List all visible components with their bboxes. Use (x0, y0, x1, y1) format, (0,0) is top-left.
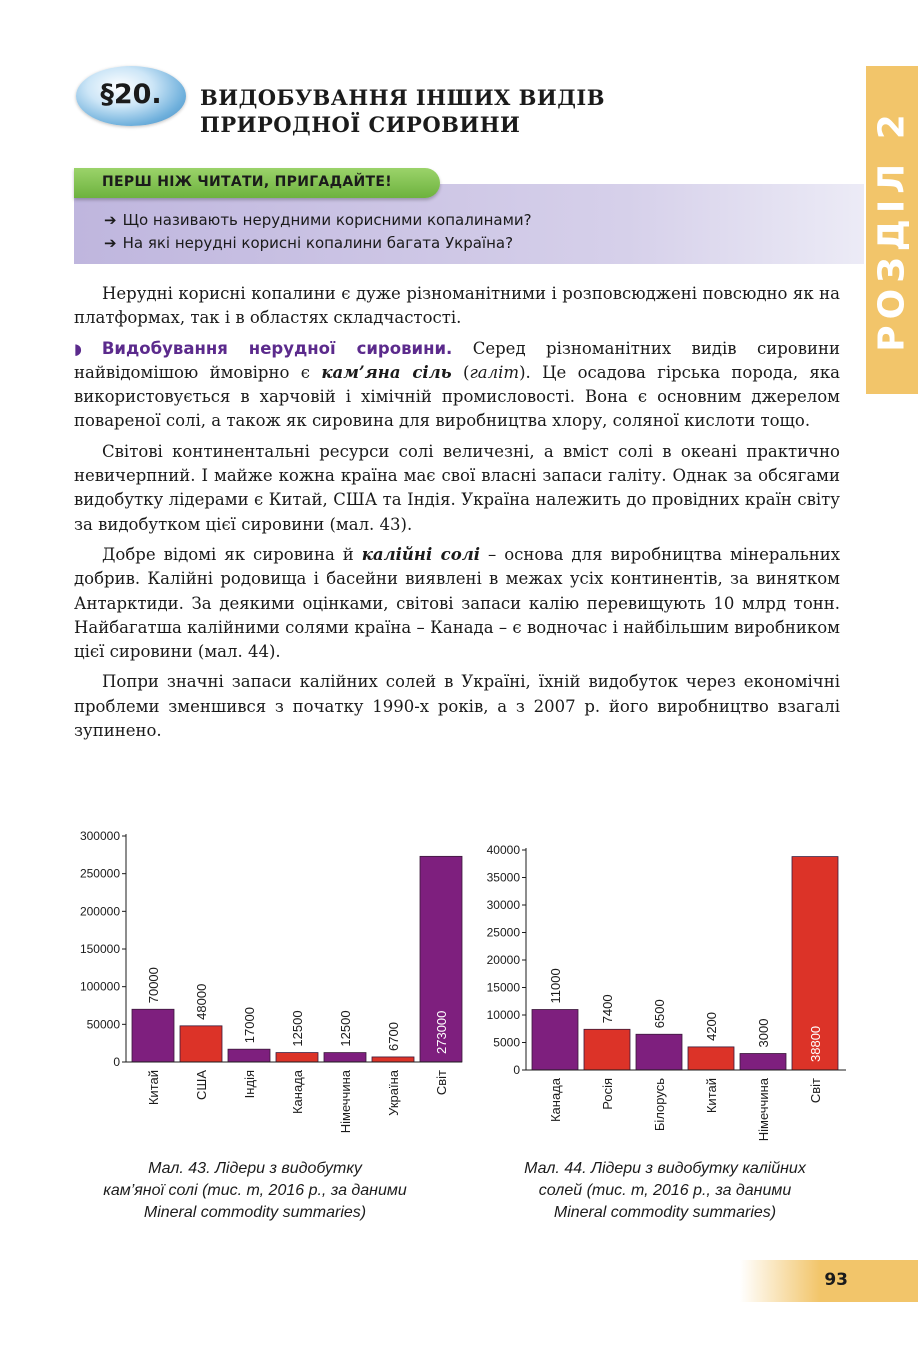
term-potash: калійні солі (361, 544, 481, 564)
data-label: 273000 (434, 1010, 449, 1054)
section-marker-icon: ◗ (74, 339, 102, 358)
category-label: Індія (242, 1070, 257, 1099)
title-line-2: ПРИРОДНОЇ СИРОВИНИ (200, 112, 521, 137)
data-label: 6700 (386, 1022, 401, 1051)
data-label: 11000 (548, 968, 563, 1004)
bar (180, 1026, 222, 1062)
paragraph-number: §20. (100, 79, 162, 110)
bar (276, 1053, 318, 1062)
bar (636, 1034, 682, 1070)
chart-potash (480, 840, 860, 1150)
arrow-right-icon: ➔ (104, 211, 117, 229)
data-label: 4200 (704, 1011, 719, 1041)
data-label: 12500 (290, 1010, 305, 1047)
y-tick-label: 10000 (486, 1008, 520, 1022)
recall-banner (74, 168, 440, 198)
caption-line: Мал. 43. Лідери з видобутку (148, 1160, 362, 1177)
recall-question-text: На які нерудні корисні копалини багата Україна? (122, 234, 514, 252)
section-tab-label: РОЗДІЛ 2 (871, 108, 913, 352)
y-tick-label: 40000 (486, 843, 520, 857)
category-label: Китай (704, 1078, 719, 1114)
caption-line: кам’яної солі (тис. т, 2016 р., за даними (103, 1182, 407, 1199)
p2-text-a: Серед різноманітних видів сировини найвідомішою ймовірно є (74, 338, 841, 382)
category-label: Білорусь (652, 1078, 667, 1132)
bar (132, 1009, 174, 1062)
p4-text-a: Добре відомі як сировина й (102, 544, 362, 564)
p2-text-c: ). Це осадова гірська порода, яка використовується в харчовій і хімічній промисловості. Вона є основним джерелом повареної солі, а також як сировина для виробництва хлору, соляної кислоти тощо. (74, 362, 840, 431)
data-label: 6500 (652, 999, 667, 1029)
category-label: Канада (290, 1070, 305, 1115)
chart-rock-salt-svg (60, 826, 470, 1146)
category-label: Канада (548, 1078, 563, 1123)
footer-bar (740, 1260, 918, 1302)
p4-text-b: – основа для виробництва мінеральних добрив. Калійні родовища і басейни виявлені в межах усіх континентів, за винятком Антарктиди. За деякими оцінками, світові запаси калію перевищують 10 млрд тонн. Найбагатша калійними солями країна – Канада – є водночас і найбільшим виробником цієї сировини (мал. 44). (74, 544, 841, 662)
paragraph-5: Попри значні запаси калійних солей в Україні, їхній видобуток через економічні проблеми зменшився з початку 1990-х років, а з 2007 р. його виробництво взагалі зупинено. (74, 672, 840, 741)
page-number: 93 (824, 1270, 848, 1290)
y-tick-label: 30000 (486, 898, 520, 912)
recall-question (104, 234, 513, 252)
paragraph-badge (76, 66, 186, 126)
y-tick-label: 35000 (486, 870, 520, 885)
bar (324, 1053, 366, 1062)
p2-text-b: ( (451, 362, 470, 382)
bar (228, 1049, 270, 1062)
y-tick-label: 15000 (486, 980, 520, 995)
caption-line: Mineral commodity summaries) (553, 1204, 777, 1221)
data-label: 3000 (756, 1018, 771, 1048)
bar (688, 1047, 734, 1070)
category-label: Німеччина (338, 1070, 353, 1134)
chart-rock-salt (60, 826, 470, 1146)
category-label: Україна (386, 1070, 401, 1116)
caption-line: Mineral commodity summaries) (143, 1204, 367, 1221)
data-label: 7400 (600, 994, 615, 1024)
term-halite: галіт (469, 362, 520, 382)
data-label: 12500 (338, 1010, 353, 1047)
category-label: Китай (146, 1070, 161, 1106)
bar (372, 1057, 414, 1062)
body-text (74, 282, 840, 749)
data-label: 70000 (146, 967, 161, 1004)
y-tick-label: 5000 (493, 1035, 520, 1050)
paragraph-3: Світові континентальні ресурси солі величезні, а вміст солі в океані практично невичерпний. І майже кожна країна має свої власні запаси галіту. Однак за обсягами видобутку лідерами є Китай, США та Індія. Україна належить до провідних країн світу за видобутком цієї сировини (мал. 43). (74, 441, 840, 534)
y-tick-label: 300000 (79, 829, 120, 843)
category-label: Світ (434, 1070, 449, 1096)
section-tab (866, 66, 918, 394)
caption-line: Мал. 44. Лідери з видобутку калійних (524, 1160, 806, 1177)
paragraph-2 (74, 337, 840, 434)
page-title (200, 84, 605, 138)
caption-fig43 (60, 1158, 450, 1224)
title-line-1: ВИДОБУВАННЯ ІНШИХ ВИДІВ (200, 85, 605, 110)
term-rock-salt: кам’яна сіль (321, 362, 452, 382)
y-tick-label: 25000 (486, 925, 520, 940)
y-tick-label: 0 (513, 1063, 520, 1077)
paragraph-1: Нерудні корисні копалини є дуже різноманітними і розповсюджені повсюдно як на платформах, так і в областях складчастості. (74, 284, 840, 328)
y-tick-label: 250000 (79, 866, 120, 881)
bar (584, 1029, 630, 1070)
data-label: 17000 (242, 1007, 257, 1044)
y-tick-label: 200000 (79, 904, 120, 919)
data-label: 48000 (194, 983, 209, 1020)
recall-label: ПЕРШ НІЖ ЧИТАТИ, ПРИГАДАЙТЕ! (102, 174, 392, 190)
bar (740, 1054, 786, 1071)
y-tick-label: 150000 (79, 942, 120, 956)
caption-fig44 (480, 1158, 850, 1224)
recall-question-text: Що називають нерудними корисними копалинами? (122, 211, 532, 229)
data-label: 38800 (808, 1025, 823, 1062)
bar (532, 1010, 578, 1071)
y-tick-label: 100000 (79, 979, 120, 994)
category-label: Німеччина (756, 1078, 771, 1142)
subheading: Видобування нерудної сировини. (101, 338, 453, 358)
category-label: США (194, 1070, 209, 1100)
caption-line: солей (тис. т, 2016 р., за даними (538, 1182, 792, 1199)
category-label: Світ (808, 1078, 823, 1104)
y-tick-label: 0 (113, 1055, 120, 1069)
chart-potash-svg (480, 840, 860, 1150)
recall-question (104, 211, 532, 229)
category-label: Росія (600, 1078, 615, 1110)
y-tick-label: 20000 (486, 953, 520, 967)
paragraph-4 (74, 543, 840, 664)
y-tick-label: 50000 (86, 1017, 120, 1032)
arrow-right-icon: ➔ (104, 234, 117, 252)
